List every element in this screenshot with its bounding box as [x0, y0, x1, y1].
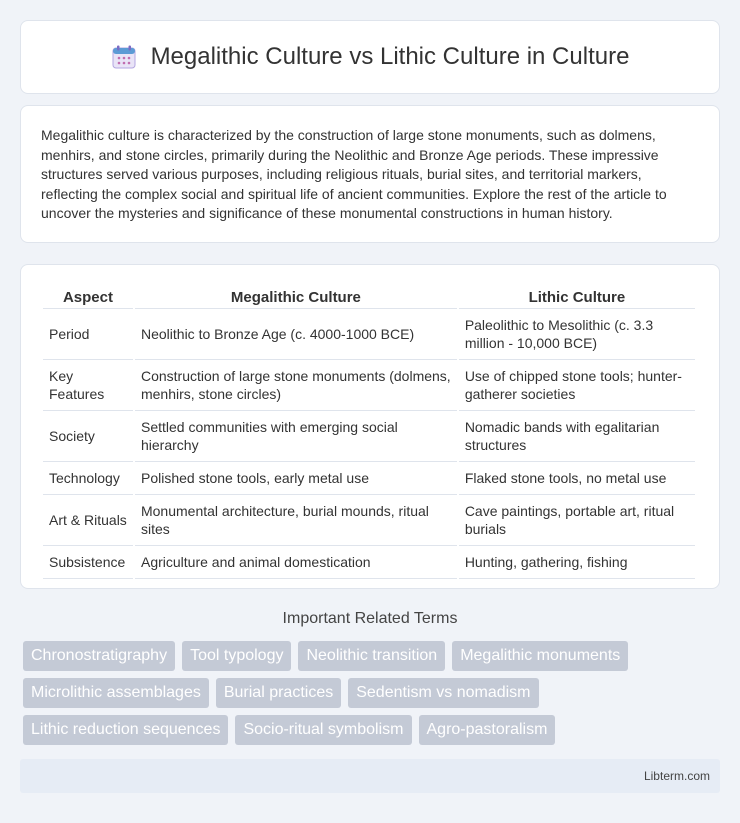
table-header-row [43, 285, 695, 309]
related-term-tag[interactable]: Neolithic transition [298, 641, 445, 671]
cell-aspect: Subsistence [43, 546, 133, 579]
comparison-table-card [20, 264, 720, 589]
intro-card [20, 105, 720, 243]
cell-megalithic: Agriculture and animal domestication [135, 546, 457, 579]
cell-megalithic: Settled communities with emerging social hierarchy [135, 411, 457, 462]
related-term-tag[interactable]: Lithic reduction sequences [23, 715, 228, 745]
cell-aspect: Technology [43, 462, 133, 495]
header-megalithic: Megalithic Culture [135, 285, 457, 309]
table-row [43, 462, 695, 495]
table-row [43, 411, 695, 462]
related-term-tag[interactable]: Burial practices [216, 678, 341, 708]
footer-brand-link[interactable]: Libterm.com [643, 769, 710, 783]
cell-lithic: Paleolithic to Mesolithic (c. 3.3 million - 10,000 BCE) [459, 309, 695, 360]
cell-megalithic: Neolithic to Bronze Age (c. 4000-1000 BCE) [135, 309, 457, 360]
related-term-tag[interactable]: Socio-ritual symbolism [235, 715, 411, 745]
related-term-tag[interactable]: Chronostratigraphy [23, 641, 175, 671]
related-term-tag[interactable]: Agro-pastoralism [419, 715, 556, 745]
cell-lithic: Use of chipped stone tools; hunter-gatherer societies [459, 360, 695, 411]
cell-megalithic: Monumental architecture, burial mounds, ritual sites [135, 495, 457, 546]
calendar-icon [111, 44, 137, 70]
table-row [43, 546, 695, 579]
cell-lithic: Flaked stone tools, no metal use [459, 462, 695, 495]
related-terms-list [23, 641, 723, 745]
cell-lithic: Nomadic bands with egalitarian structures [459, 411, 695, 462]
comparison-table [41, 285, 697, 579]
related-term-tag[interactable]: Microlithic assemblages [23, 678, 209, 708]
table-row [43, 309, 695, 360]
header-aspect: Aspect [43, 285, 133, 309]
table-row [43, 495, 695, 546]
related-term-tag[interactable]: Sedentism vs nomadism [348, 678, 538, 708]
header-lithic: Lithic Culture [459, 285, 695, 309]
table-row [43, 360, 695, 411]
related-term-tag[interactable]: Megalithic monuments [452, 641, 628, 671]
related-term-tag[interactable]: Tool typology [182, 641, 291, 671]
cell-aspect: Key Features [43, 360, 133, 411]
footer [20, 759, 720, 793]
related-terms-title: Important Related Terms [282, 610, 458, 627]
cell-aspect: Period [43, 309, 133, 360]
cell-lithic: Hunting, gathering, fishing [459, 546, 695, 579]
cell-megalithic: Construction of large stone monuments (dolmens, menhirs, stone circles) [135, 360, 457, 411]
page-title: Megalithic Culture vs Lithic Culture in Culture [150, 43, 630, 70]
cell-megalithic: Polished stone tools, early metal use [135, 462, 457, 495]
title-card [20, 20, 720, 94]
cell-aspect: Society [43, 411, 133, 462]
cell-lithic: Cave paintings, portable art, ritual burials [459, 495, 695, 546]
cell-aspect: Art & Rituals [43, 495, 133, 546]
intro-text: Megalithic culture is characterized by the construction of large stone monuments, such as dolmens, menhirs, and stone circles, primarily during the Neolithic and Bronze Age periods. These impressive structures served various purposes, including religious rituals, burial sites, and territorial markers, reflecting the complex social and spiritual life of ancient communities. Explore the rest of the article to uncover the mysteries and significance of these monumental constructions in human history. [41, 127, 667, 221]
